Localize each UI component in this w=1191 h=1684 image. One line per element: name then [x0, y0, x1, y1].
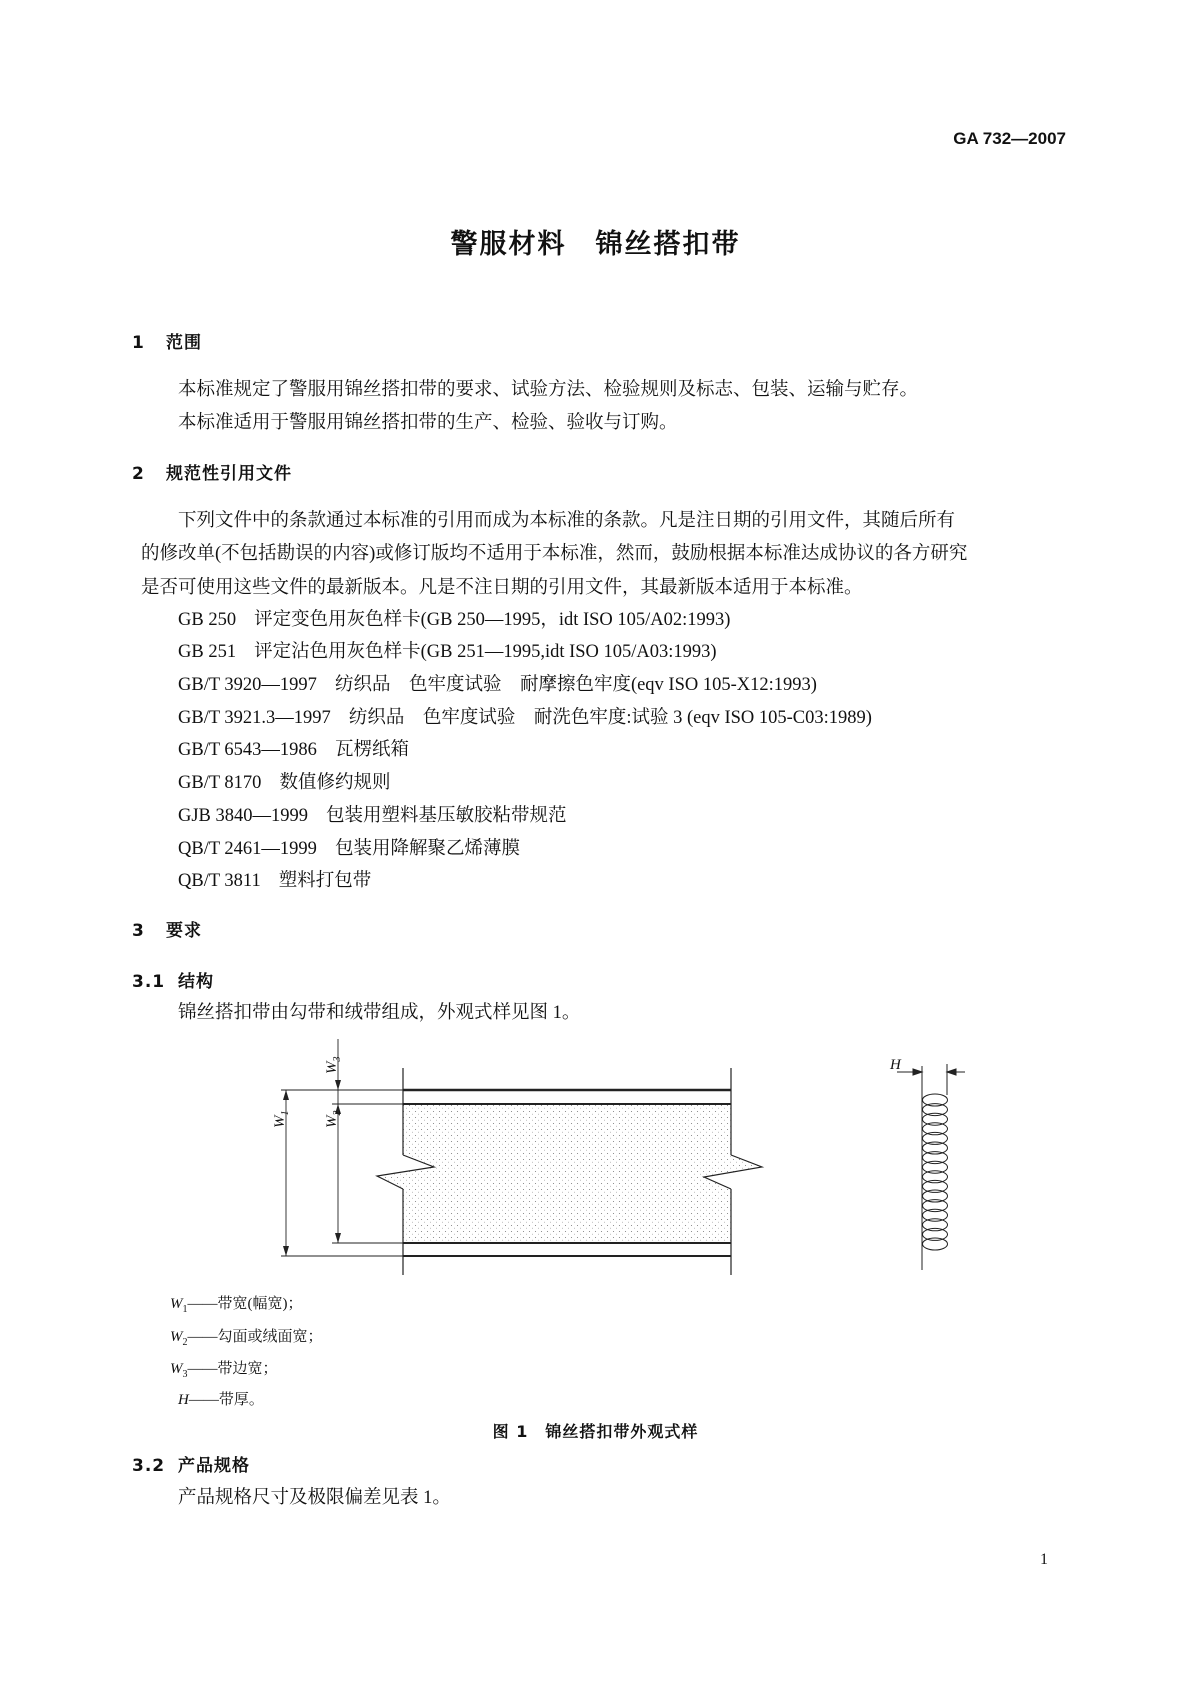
coil-loop: [923, 1190, 948, 1202]
w3-label: $W_3$: [324, 1056, 343, 1074]
coil-loop: [923, 1094, 948, 1106]
page-title: 警服材料 锦丝搭扣带: [450, 229, 741, 260]
coil-loop: [923, 1200, 948, 1212]
reference-code: GB/T 3921.3—1997: [178, 708, 331, 728]
coil-loop: [923, 1113, 948, 1125]
reference-title: 塑料打包带: [278, 871, 372, 891]
reference-title: 纺织品 色牢度试验 耐摩擦色牢度(eqv ISO 105-X12:1993): [334, 675, 817, 695]
h-label: H: [890, 1057, 901, 1073]
coil-loop: [923, 1161, 948, 1173]
paragraph-line: 的修改单(不包括勘误的内容)或修订版均不适用于本标准，然而，鼓励根据本标准达成协议的各方研究: [141, 544, 968, 564]
section-number: 1: [132, 333, 145, 353]
dimension-arrows: [283, 1080, 341, 1256]
reference-code: GB 251: [178, 642, 237, 662]
reference-title: 瓦楞纸箱: [334, 740, 409, 760]
section-number: 3: [132, 921, 145, 941]
section-3-2-heading: [132, 1454, 250, 1478]
coil-loop: [923, 1209, 948, 1221]
legend-item: $W_1——$带宽(幅宽)；: [170, 1296, 303, 1315]
paragraph-line: 是否可使用这些文件的最新版本。凡是不注日期的引用文件，其最新版本适用于本标准。: [141, 578, 863, 598]
document-number: GA 732—2007: [953, 129, 1066, 148]
section-title: 范围: [166, 333, 202, 353]
paragraph: 本标准适用于警服用锦丝搭扣带的生产、检验、验收与订购。: [178, 413, 678, 433]
legend-item: $W_2——$勾面或绒面宽；: [170, 1329, 323, 1348]
w2-label: $W_2$: [324, 1110, 343, 1128]
reference-title: 包装用降解聚乙烯薄膜: [334, 839, 520, 859]
page-number: 1: [1040, 1551, 1048, 1568]
w1-label: $W_1$: [272, 1110, 291, 1128]
coil-loop: [923, 1132, 948, 1144]
coil-loop: [923, 1180, 948, 1192]
reference-title: 纺织品 色牢度试验 耐洗色牢度:试验 3 (eqv ISO 105-C03:1989): [348, 708, 872, 728]
reference-code: GJB 3840—1999: [178, 806, 309, 826]
dotted-hook-area: [377, 1104, 762, 1243]
paragraph: 本标准规定了警服用锦丝搭扣带的要求、试验方法、检验规则及标志、包装、运输与贮存。: [178, 380, 919, 400]
section-title: 要求: [166, 921, 202, 941]
figure-caption: 图 1 锦丝搭扣带外观式样: [492, 1422, 699, 1441]
tape-side-view: [897, 1064, 965, 1270]
reference-code: GB 250: [178, 610, 237, 630]
section-number: 3.2: [132, 1456, 166, 1476]
paragraph: 产品规格尺寸及极限偏差见表 1。: [178, 1488, 451, 1508]
section-number: 2: [132, 464, 145, 484]
paragraph: 锦丝搭扣带由勾带和绒带组成，外观式样见图 1。: [178, 1003, 581, 1023]
section-title: 规范性引用文件: [166, 464, 292, 484]
section-title: 产品规格: [178, 1456, 250, 1476]
coil-loop: [923, 1123, 948, 1135]
reference-code: GB/T 6543—1986: [178, 740, 317, 760]
coil-loop: [923, 1228, 948, 1240]
coil-loop: [923, 1238, 948, 1250]
section-number: 3.1: [132, 972, 166, 992]
reference-title: 评定沾色用灰色样卡(GB 251—1995,idt ISO 105/A03:1993): [254, 642, 717, 662]
section-title: 结构: [178, 972, 214, 992]
coil-loop: [923, 1219, 948, 1231]
tape-front-view: [281, 1039, 762, 1275]
reference-code: QB/T 2461—1999: [178, 839, 317, 859]
coil-loop: [923, 1152, 948, 1164]
reference-title: 包装用塑料基压敏胶粘带规范: [326, 806, 567, 826]
reference-title: 评定变色用灰色样卡(GB 250—1995，idt ISO 105/A02:1993): [254, 610, 731, 630]
reference-code: GB/T 3920—1997: [178, 675, 317, 695]
paragraph-line: 下列文件中的条款通过本标准的引用而成为本标准的条款。凡是注日期的引用文件，其随后所有: [178, 511, 956, 531]
coil-loop: [923, 1171, 948, 1183]
coil-loop: [923, 1104, 948, 1116]
legend-item: H——带厚。: [178, 1392, 264, 1408]
loop-coil: [923, 1094, 948, 1250]
legend-item: $W_3——$带边宽；: [170, 1361, 278, 1380]
reference-title: 数值修约规则: [279, 773, 391, 793]
coil-loop: [923, 1142, 948, 1154]
reference-code: QB/T 3811: [178, 871, 261, 891]
reference-code: GB/T 8170: [178, 773, 262, 793]
